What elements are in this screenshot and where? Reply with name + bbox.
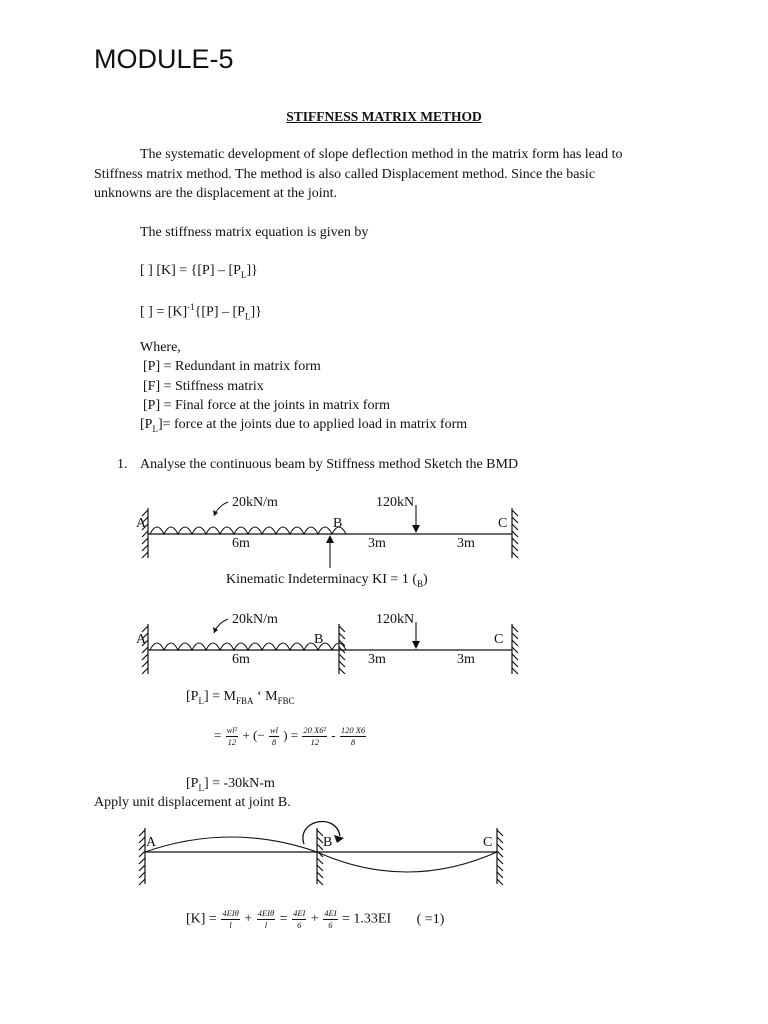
deflection-curve-ab [145,837,317,852]
definition-load-force: $[P_L]=$ force at the joints due to applied load in matrix form [140,417,468,434]
fraction-wl2-12: $\frac{\text{wl²}}{12}$ [226,725,238,747]
intro-line-1: The systematic development of slope deflection method in the matrix form has lead to [140,147,623,162]
span-b1-label: 3m [368,536,386,551]
deflection-curve-bc [317,852,497,872]
module-title: MODULE-5 [94,44,234,74]
udl-label: 20kN/m [232,612,278,627]
fraction-120x6-8: $\frac{120 X6}{8}$ [340,725,366,747]
span-ab-label: 6m [232,536,250,551]
definition-stiffness: [F] = Stiffness matrix [143,379,264,394]
kinematic-indeterminacy: Kinematic Indeterminacy KI = 1 $(_B)$ [226,572,428,589]
inverse-equation: [ ] = $[K]^{-1}\{[P] - [P_L]\}$ [140,302,262,322]
fraction-4ei-6-1: $\frac{4EI}{6}$ [293,908,306,930]
load-moment-result: $[P_L] = -30kN-m$ [186,776,275,793]
node-a-label: A [136,516,147,531]
apply-unit-displacement: Apply unit displacement at joint B. [94,795,291,810]
fixed-support-c [512,508,518,558]
fixed-support-c [512,624,518,674]
fraction-4eitheta-l-2: $\frac{\text{4EIθ}}{l}$ [257,908,275,930]
span-b2-label: 3m [457,536,475,551]
point-load-label: 120kN [376,495,415,510]
where-label: Where, [140,340,181,355]
span-ab-label: 6m [232,652,250,667]
node-c-label: C [483,835,493,850]
span-b2-label: 3m [457,652,475,667]
fixed-support-a [139,828,145,885]
definition-final-force: [P] = Final force at the joints in matrix form [143,398,391,413]
fixed-support-c [497,828,503,885]
stiffness-equation: [ ] $[K] = \{[P] - [P_L]\}$ [140,263,258,280]
fraction-4eitheta-l-1: $\frac{\text{4EIθ}}{l}$ [222,908,239,930]
deflected-shape-diagram [0,815,768,890]
node-b-label: B [333,516,343,531]
fixed-end-moment-equation: = $\frac{\text{wl²}}{12}$ + (− $\frac{wl}{8}$ ) = $\frac{\text{20 X6²}}{12}$ - $\frac{120 X6}{8}$ [214,725,366,747]
intro-line-2: Stiffness matrix method. The method is also called Displacement method. Since the basic [94,167,596,182]
stiffness-result-equation: [K] = $\frac{\text{4EIθ}}{l}$ + $\frac{\text{4EIθ}}{l}$ = $\frac{4EI}{6}$ + $\frac{4EI}{6}$ = 1.33EI ( =1) [186,908,445,930]
fraction-wl-8: $\frac{wl}{8}$ [269,725,278,747]
udl-label: 20kN/m [232,495,278,510]
fraction-4ei-6-2: $\frac{4EI}{6}$ [324,908,337,930]
node-c-label: C [498,516,508,531]
definition-redundant: [P] = Redundant in matrix form [143,359,321,374]
node-b-label: B [314,632,324,647]
fixed-support-b [339,624,345,674]
node-a-label: A [146,835,157,850]
equation-intro: The stiffness matrix equation is given by [140,225,369,240]
fixed-end-moment-line: $[P_L] = M_{FBA}$ ʻ $M_{FBC}$ [186,689,295,706]
fraction-20x6sq-12: $\frac{\text{20 X6²}}{12}$ [303,725,327,747]
point-load-label: 120kN [376,612,415,627]
beam-diagram-1 [0,490,768,570]
node-c-label: C [494,632,504,647]
udl-wave [150,527,346,534]
node-a-label: A [136,632,147,647]
problem-statement: Analyse the continuous beam by Stiffness method Sketch the BMD [140,457,519,472]
intro-line-3: unknowns are the displacement at the joint. [94,186,337,201]
section-heading: STIFFNESS MATRIX METHOD [286,109,482,124]
problem-number: 1. [117,457,128,472]
span-b1-label: 3m [368,652,386,667]
node-b-label: B [323,835,333,850]
beam-diagram-2 [0,605,768,675]
